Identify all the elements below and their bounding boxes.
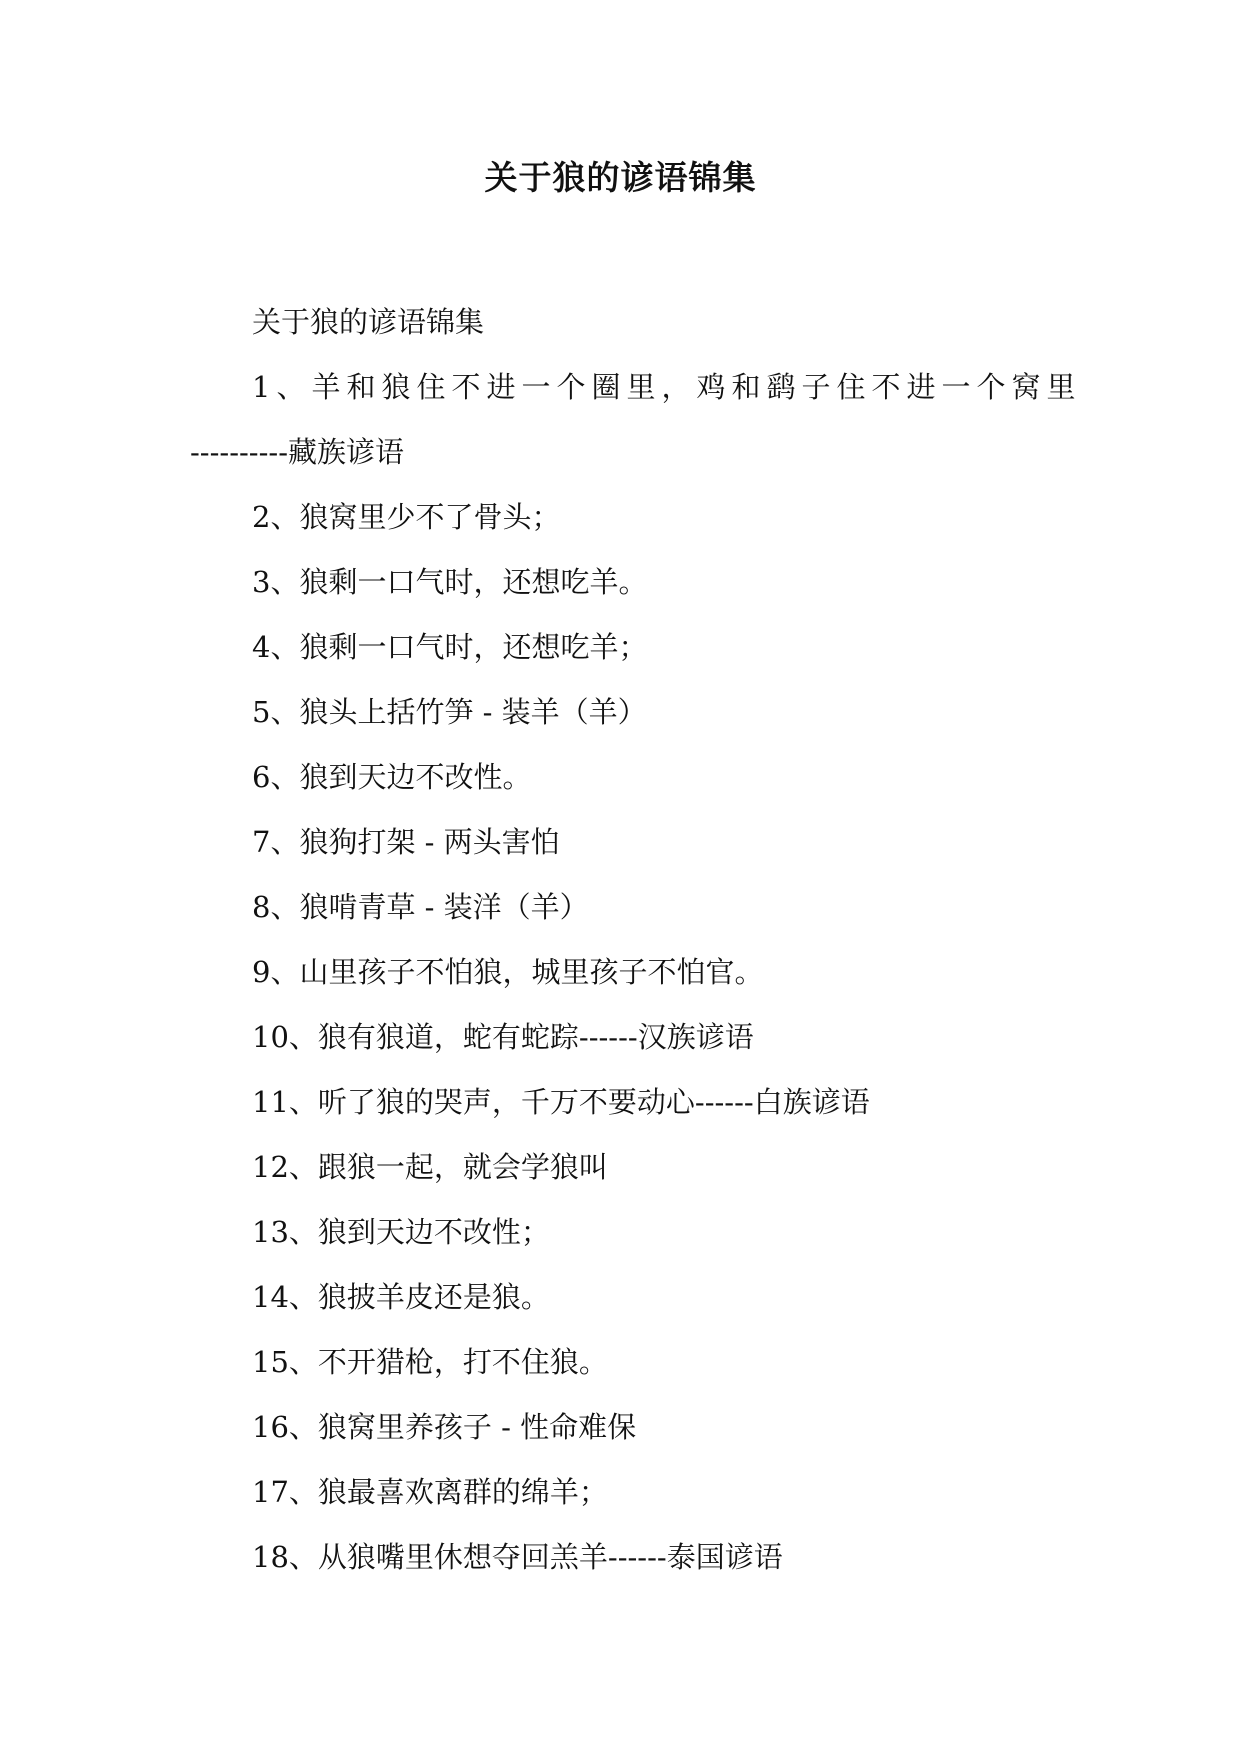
list-item: 9、山里孩子不怕狼，城里孩子不怕官。 (252, 955, 764, 989)
list-item: 6、狼到天边不改性。 (252, 760, 532, 794)
list-item: 17、狼最喜欢离群的绵羊； (252, 1475, 608, 1509)
list-item: 15、不开猎枪，打不住狼。 (252, 1345, 608, 1379)
list-item: 5、狼头上括竹笋 - 装羊（羊） (252, 695, 647, 729)
list-item: 3、狼剩一口气时，还想吃羊。 (252, 565, 648, 599)
list-item: 4、狼剩一口气时，还想吃羊； (252, 630, 648, 664)
list-item: 8、狼啃青草 - 装洋（羊） (252, 890, 589, 924)
list-item: 1、羊和狼住不进一个圈里，鸡和鹞子住不进一个窝里 (252, 370, 1082, 404)
list-item: 2、狼窝里少不了骨头； (252, 500, 561, 534)
list-item-continuation: ----------藏族谚语 (190, 435, 404, 469)
list-item: 10、狼有狼道，蛇有蛇踪------汉族谚语 (252, 1020, 754, 1054)
document-title: 关于狼的谚语锦集 (484, 158, 757, 197)
list-item: 18、从狼嘴里休想夺回羔羊------泰国谚语 (252, 1540, 783, 1574)
list-item: 12、跟狼一起，就会学狼叫 (252, 1150, 608, 1184)
list-item: 16、狼窝里养孩子 - 性命难保 (252, 1410, 637, 1444)
list-item: 11、听了狼的哭声，千万不要动心------白族谚语 (252, 1085, 870, 1119)
intro-paragraph: 关于狼的谚语锦集 (252, 305, 485, 339)
list-item: 7、狼狗打架 - 两头害怕 (252, 825, 560, 859)
list-item: 14、狼披羊皮还是狼。 (252, 1280, 550, 1314)
document-body (190, 290, 1082, 1590)
list-item: 13、狼到天边不改性； (252, 1215, 550, 1249)
